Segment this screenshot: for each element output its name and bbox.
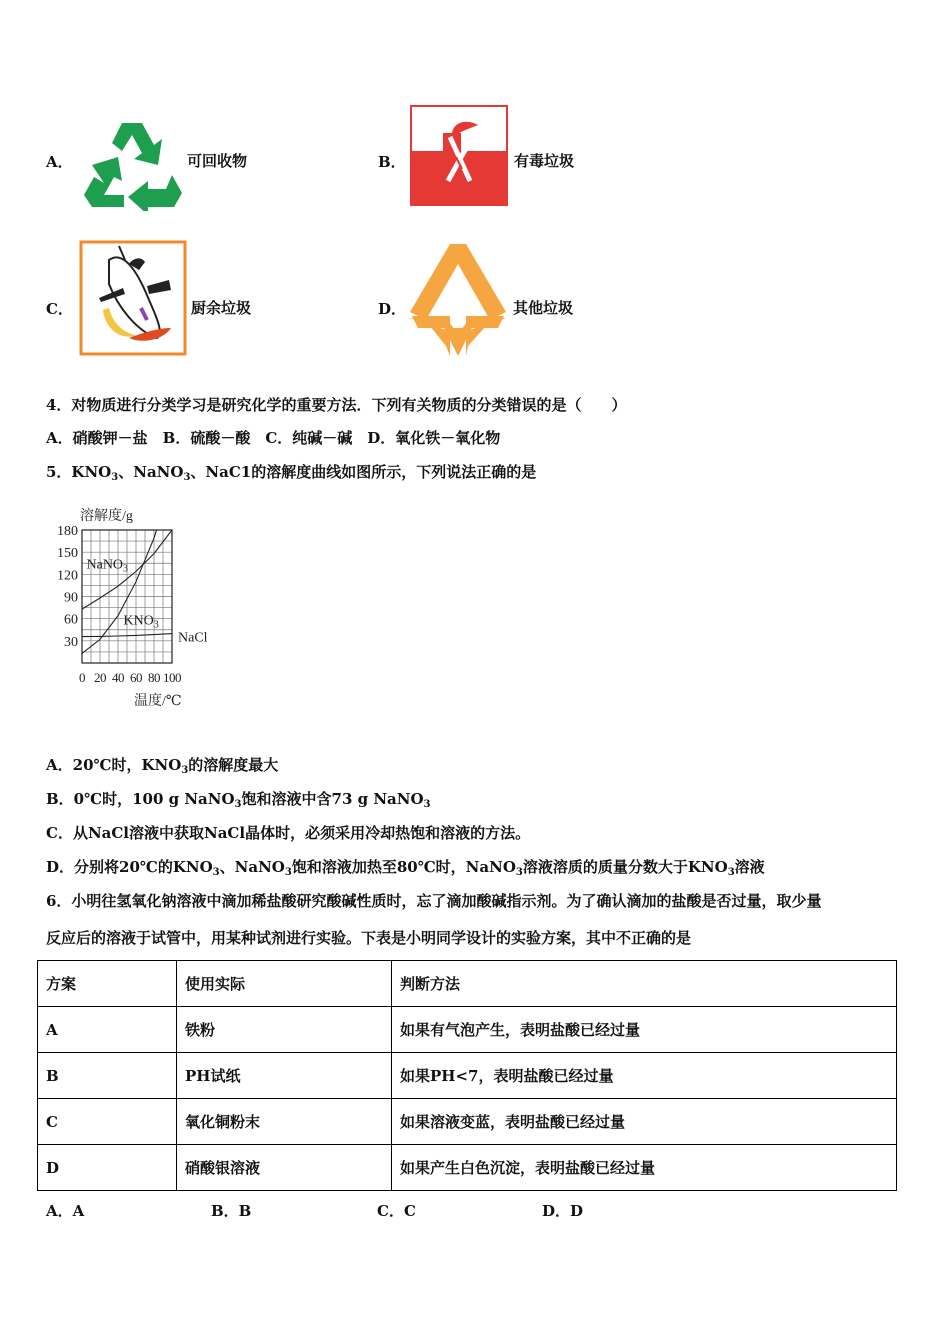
y-tick-labels (57, 524, 78, 650)
q5-stem: 5．$KNO_3$、NaNO$_3$、NaC1的溶解度曲线如图所示，下列说法正确的是 (46, 463, 537, 483)
x-tick-label: 40 (112, 670, 124, 685)
recycle-icon (78, 115, 186, 211)
row-reagent: 氧化铜粉末 (177, 1099, 392, 1145)
table-row (38, 1145, 897, 1191)
header-reagent: 使用实际 (177, 961, 392, 1007)
answer-d: D．D (542, 1202, 584, 1220)
y-tick-label: 60 (64, 612, 78, 628)
solubility-chart (40, 500, 230, 715)
row-plan: A (38, 1007, 177, 1053)
q4-options: A．硝酸钾－盐 B．硫酸－酸 C．纯碱－碱 D．氧化铁－氧化物 (46, 429, 501, 447)
option-b-label: 有毒垃圾 (514, 152, 575, 170)
header-method: 判断方法 (392, 961, 897, 1007)
q6-stem-line1: 6．小明往氢氧化钠溶液中滴加稀盐酸研究酸碱性质时，忘了滴加酸碱指示剂。为了确认滴加的盐酸是否过量，取少量 (46, 892, 822, 910)
option-c-label: 厨余垃圾 (191, 299, 252, 317)
x-tick-label: 100 (163, 670, 181, 685)
answer-a: A．A (46, 1202, 85, 1220)
q5-option-a: A．20℃时，$KNO_3$的溶解度最大 (46, 756, 279, 776)
y-tick-label: 150 (57, 546, 78, 562)
row-plan: B (38, 1053, 177, 1099)
option-a-letter: A． (46, 153, 73, 171)
series-label-NaCl: NaCl (178, 630, 208, 646)
row-reagent: 铁粉 (177, 1007, 392, 1053)
y-tick-label: 120 (57, 568, 78, 584)
y-axis-label: 溶解度/g (80, 509, 133, 524)
experiment-table (37, 960, 897, 1191)
toxic-waste-icon (410, 105, 508, 206)
option-d-letter: D． (378, 300, 407, 318)
y-tick-label: 180 (57, 524, 78, 539)
x-axis-label: 温度/℃ (134, 694, 182, 709)
row-method: 如果溶液变蓝，表明盐酸已经过量 (392, 1099, 897, 1145)
option-a-label: 可回收物 (187, 152, 248, 170)
table-header-row (38, 961, 897, 1007)
x-tick-label: 60 (130, 670, 142, 685)
row-plan: C (38, 1099, 177, 1145)
option-b-letter: B． (378, 153, 406, 171)
table-row (38, 1053, 897, 1099)
kitchen-waste-icon (79, 240, 187, 356)
row-method: 如果有气泡产生，表明盐酸已经过量 (392, 1007, 897, 1053)
option-c-letter: C． (46, 300, 73, 318)
series-label-NaNO3: NaNO$_3$ (86, 557, 129, 575)
row-reagent: 硝酸银溶液 (177, 1145, 392, 1191)
q6-stem-line2: 反应后的溶液于试管中，用某种试剂进行实验。下表是小明同学设计的实验方案，其中不正确的是 (46, 929, 692, 947)
table-row (38, 1099, 897, 1145)
q5-option-b: B．0℃时，100 g NaNO$_3$饱和溶液中含73 g NaNO$_3$ (46, 790, 431, 810)
q4-stem: 4．对物质进行分类学习是研究化学的重要方法．下列有关物质的分类错误的是（ ） (46, 396, 627, 414)
table-row (38, 1007, 897, 1053)
row-method: 如果产生白色沉淀，表明盐酸已经过量 (392, 1145, 897, 1191)
q5-option-d: D．分别将20℃的$KNO_3$、NaNO$_3$饱和溶液加热至80℃时，NaNO$_3$溶液溶质的质量分数大于$KNO_3$溶液 (46, 858, 765, 878)
y-tick-label: 30 (64, 634, 78, 650)
x-tick-label: 80 (148, 670, 160, 685)
q5-option-c: C．从NaCl溶液中获取NaCl晶体时，必须采用冷却热饱和溶液的方法。 (46, 824, 531, 842)
y-tick-label: 90 (64, 590, 78, 606)
row-reagent: PH试纸 (177, 1053, 392, 1099)
header-plan: 方案 (38, 961, 177, 1007)
row-plan: D (38, 1145, 177, 1191)
x-tick-label: 0 (79, 670, 85, 685)
answer-c: C．C (377, 1202, 416, 1220)
option-d-label: 其他垃圾 (513, 299, 574, 317)
other-waste-icon (410, 240, 506, 358)
row-method: 如果PH<7，表明盐酸已经过量 (392, 1053, 897, 1099)
x-tick-label: 20 (94, 670, 106, 685)
series-label-KNO3: $KNO_3$ (123, 613, 159, 631)
answer-b: B．B (211, 1202, 252, 1220)
x-tick-labels (79, 670, 181, 685)
